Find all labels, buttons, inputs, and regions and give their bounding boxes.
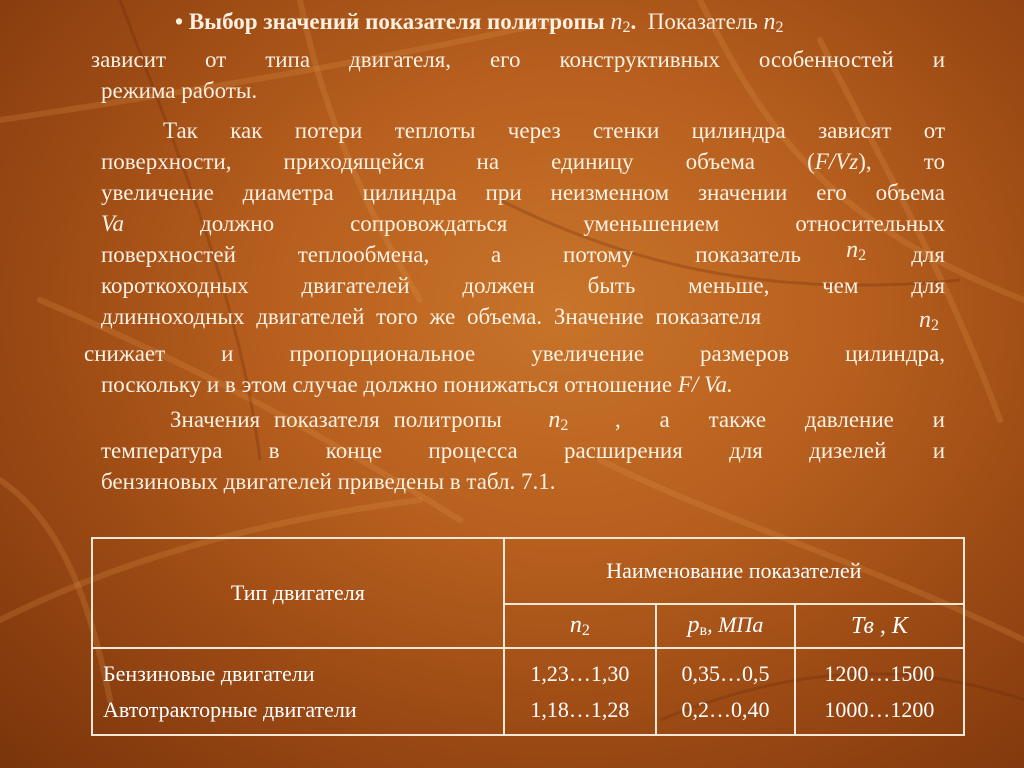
header-group: Наименование показателей [504,538,964,604]
row-names [92,648,504,735]
p2-line9: поскольку и в этом случае должно понижаться отношение F/ Va. [101,372,733,397]
p2-line5: поверхностей теплообмена, а потому показатель $n_2$ для [101,239,945,271]
p2-line3: увеличение диаметра цилиндра при неизменном значении его объема [101,180,945,205]
bullet: • [175,9,184,34]
header-engine-type: Тип двигателя [92,538,504,648]
p1-line3: режима работы. [101,78,258,103]
p2-line6: короткоходных двигателей должен быть меньше, чем для [101,273,945,298]
header-pressure: $p_в$, МПа [656,604,795,648]
p3-line3: бензиновых двигателей приведены в табл. 7.1. [101,469,556,494]
n2-symbol: $n_2$ [610,9,631,36]
p2-line7: длинноходных двигателей того же объема. Значение показателя $n_2$ [101,301,945,332]
header-n2: $n_2$ [504,604,656,648]
n2-symbol: $n_2$ [919,307,939,334]
p1-line2: зависит от типа двигателя, его конструктивных особенностей и [91,47,945,72]
p2-line1: Так как потери теплоты через стенки цилиндра зависят от [163,118,945,143]
table-row-label: Бензиновые двигатели [103,660,315,686]
cell-temperature: 1200…1500 1000…1200 [795,648,964,735]
cell-pressure: 0,35…0,5 0,2…0,40 [656,648,795,735]
n2-symbol: $n_2$ [846,237,867,264]
header-temperature: Тв , К [795,604,964,648]
n2-symbol: $n_2$ [548,407,569,434]
data-table [91,537,965,736]
p2-line4: Va должно сопровождаться уменьшением относительных [101,211,946,236]
word-pokazatel: Показатель [647,9,758,34]
p2-line8: снижает и пропорциональное увеличение размеров цилиндра, [84,341,945,366]
table-row-label: Автотракторные двигатели [103,696,357,722]
cell-n2: 1,23…1,30 1,18…1,28 [504,648,656,735]
n2-symbol: $n_2$ [763,9,784,36]
slide: • Выбор значений показателя политропы $n_2$. Показатель $n_2$ зависит от типа двигателя, его конструктивных особенностей и режима работы. Так как потери теплоты через стенки цилиндра зависят от поверхности, приходящейся на единицу объема (F/Vz), то увеличение диаметра цилиндра при неизменном значении его объема Va должно сопровождаться уменьшением относительных поверхностей теплообмена, а потому показатель $n_2$ для короткоходных двигателей должен быть меньше, чем для длинноходных двигателей того же объема. Значение показателя $n_2$ снижает и пропорциональное увеличение размеров цилиндра, поскольку и в этом случае должно понижаться отношение F/ Va. Значения показателя политропы $n_2$ , а также давление и температура в конце процесса расширения для дизелей и бензиновых двигателей приведены в табл. 7.1. Тип двигателя Наименование показателей $n_2$ $p_в$, МПа Тв , К Бензиновые двигатели Автотракторные двигатели 1,23…1,30 1,18…1,28 0,35…0,5 0,2…0,40 1200…1500 1000…1200 [0,0,1024,768]
p3-line1: Значения показателя политропы $n_2$ , а также давление и [170,404,945,441]
p3-line2: температура в конце процесса расширения для дизелей и [101,438,945,463]
section-title: Выбор значений показателя политропы [188,9,605,34]
p2-line2: поверхности, приходящейся на единицу объема (F/Vz), то [101,149,945,174]
